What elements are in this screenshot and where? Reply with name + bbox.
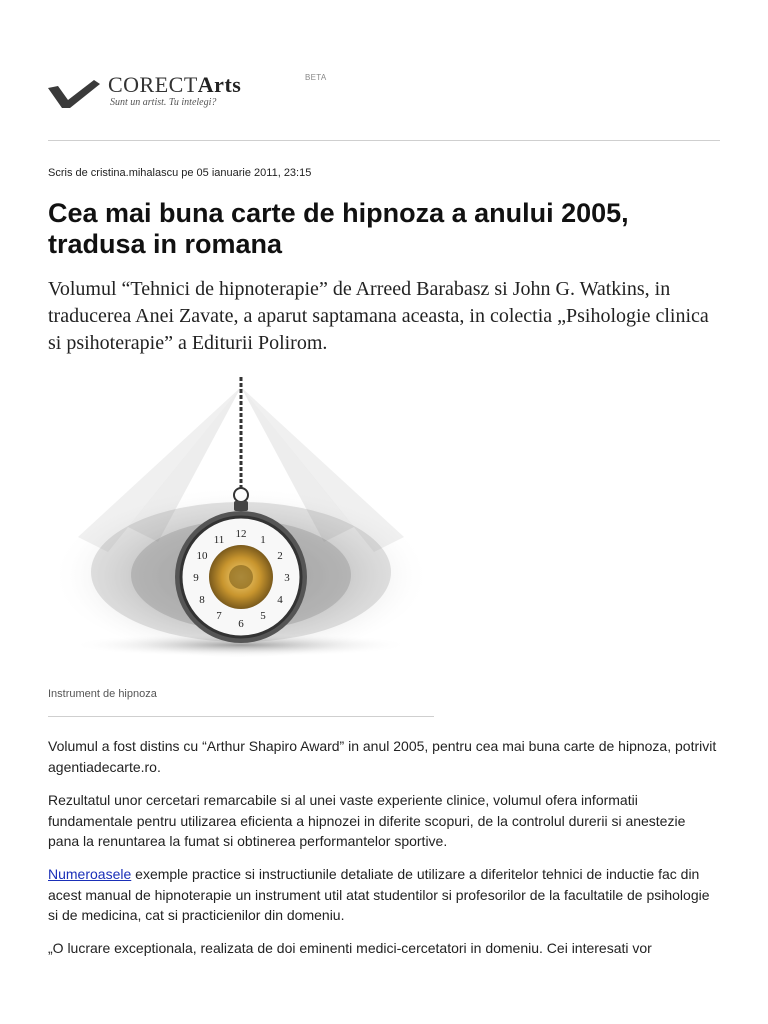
clock-numeral: 2 bbox=[277, 550, 283, 562]
clock-numeral: 4 bbox=[277, 594, 283, 606]
clock-numeral: 5 bbox=[260, 610, 266, 622]
clock-numeral: 12 bbox=[235, 528, 247, 540]
clock-numeral: 7 bbox=[216, 610, 222, 622]
article-paragraph: Rezultatul unor cercetari remarcabile si al unei vaste experiente clinice, volumul ofera informatii fundamentale pentru utilizarea eficienta a hipnozei in diferite scopuri, de la controlul durerii si anestezie pana la renuntarea la fumat si obtinerea performantelor sportive. bbox=[48, 792, 686, 849]
checkmark-logo-icon[interactable] bbox=[48, 78, 100, 108]
article-lead: Volumul “Tehnici de hipnoterapie” de Arreed Barabasz si John G. Watkins, in traducerea Anei Zavate, a aparut saptamana aceasta, in colectia „Psihologie clinica si psihoterapie” a Editurii Polirom. bbox=[48, 278, 709, 354]
article-title: Cea mai buna carte de hipnoza a anului 2005, tradusa in romana bbox=[48, 198, 629, 259]
clock-numeral: 6 bbox=[238, 618, 244, 630]
beta-badge: BETA bbox=[305, 73, 327, 82]
article-page bbox=[48, 0, 720, 956]
caption-divider bbox=[48, 716, 434, 717]
clock-numeral: 10 bbox=[196, 550, 208, 562]
article-image bbox=[48, 377, 434, 677]
article-byline: Scris de cristina.mihalascu pe 05 ianuarie 2011, 23:15 bbox=[48, 167, 312, 179]
article-paragraph: Volumul a fost distins cu “Arthur Shapiro Award” in anul 2005, pentru cea mai buna carte de hipnoza, potrivit agentiadecarte.ro. bbox=[48, 738, 717, 775]
site-header bbox=[48, 0, 720, 140]
header-divider bbox=[48, 140, 720, 141]
image-caption: Instrument de hipnoza bbox=[48, 688, 157, 700]
clock-numeral: 1 bbox=[260, 534, 266, 546]
pocket-watch-pendulum-image bbox=[48, 377, 434, 677]
site-logo[interactable] bbox=[108, 72, 327, 108]
paragraph-text: exemple practice si instructiunile detaliate de utilizare a diferitelor tehnici de inductie fac din acest manual de hipnoterapie un instrument util atat studentilor si profesorilor de la facultatile de psihologie si de medicina, cat si practicienilor din domeniu. bbox=[48, 866, 710, 923]
article-paragraph: „O lucrare exceptionala, realizata de doi eminenti medici-cercetatori in domeniu. Cei interesati vor bbox=[48, 940, 652, 956]
numeroasele-link[interactable]: Numeroasele bbox=[48, 866, 132, 882]
clock-numeral: 9 bbox=[193, 572, 199, 584]
site-tagline: Sunt un artist. Tu intelegi? bbox=[110, 97, 217, 108]
brand-name: CORECTArts bbox=[108, 72, 242, 97]
article-paragraph bbox=[48, 864, 720, 926]
clock-numeral: 3 bbox=[284, 572, 290, 584]
clock-numeral: 11 bbox=[213, 534, 225, 546]
clock-numeral: 8 bbox=[199, 594, 205, 606]
